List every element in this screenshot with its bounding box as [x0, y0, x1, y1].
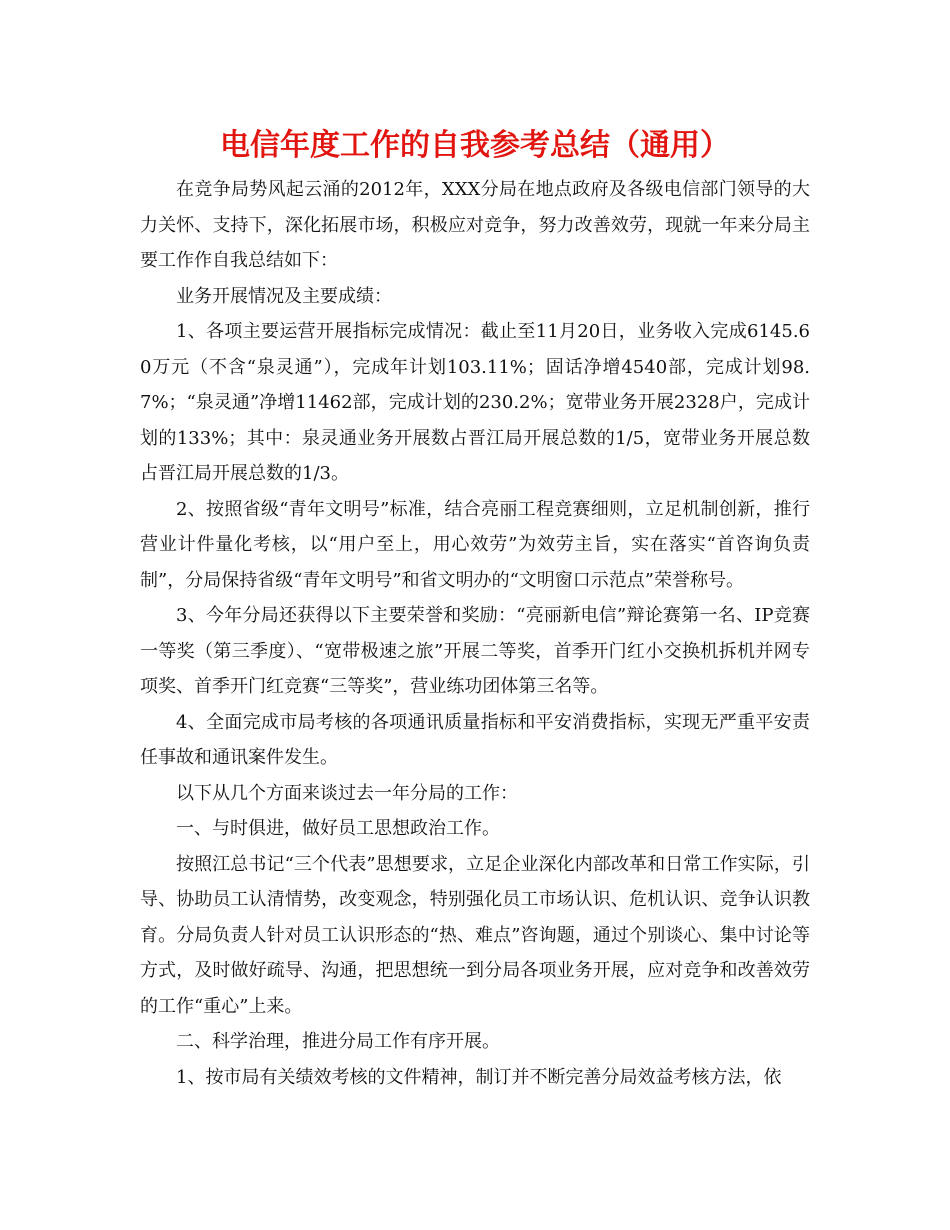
paragraph-item-3: 3、今年分局还获得以下主要荣誉和奖励：“亮丽新电信”辩论赛第一名、IP竞赛一等奖（第三季度）、“宽带极速之旅”开展二等奖，首季开门红小交换机拆机并网专项奖、首季开门红竞赛“三等奖”，营业练功团体第三名等。: [140, 605, 810, 697]
intro-paragraph: 在竞争局势风起云涌的2012年，XXX分局在地点政府及各级电信部门领导的大力关怀、支持下，深化拓展市场，积极应对竞争，努力改善效劳，现就一年来分局主要工作作自我总结如下：: [140, 179, 810, 271]
document-body: [140, 172, 810, 1095]
document-title: 电信年度工作的自我参考总结（通用）: [220, 128, 730, 163]
paragraph-item-2: 2、按照省级“青年文明号”标准，结合亮丽工程竞赛细则，立足机制创新，推行营业计件量化考核，以“用户至上，用心效劳”为效劳主旨，实在落实“首咨询负责制”，分局保持省级“青年文明号”和省文明办的“文明窗口示范点”荣誉称号。: [140, 498, 810, 591]
section-intro-work: 以下从几个方面来谈过去一年分局的工作：: [176, 782, 518, 804]
paragraph-item-1: 1、各项主要运营开展指标完成情况：截止至11月20日，业务收入完成6145.60万元（不含“泉灵通”），完成年计划103.11%；固话净增4540部，完成计划98.7%；“泉灵通”净增11462部，完成计划的230.2%；宽带业务开展2328户，完成计划的133%；其中：泉灵通业务开展数占晋江局开展总数的1/5，宽带业务开展总数占晋江局开展总数的1/3。: [140, 321, 810, 484]
paragraph-section-2-item-1: 1、按市局有关绩效考核的文件精神，制订并不断完善分局效益考核方法，依: [176, 1066, 782, 1088]
section-heading-1: 一、与时俱进，做好员工思想政治工作。: [176, 818, 500, 839]
section-heading-2: 二、科学治理，推进分局工作有序开展。: [176, 1031, 500, 1052]
section-heading-achievements: 业务开展情况及主要成绩：: [176, 285, 392, 307]
paragraph-item-4: 4、全面完成市局考核的各项通讯质量指标和平安消费指标，实现无严重平安责任事故和通讯案件发生。: [140, 711, 810, 768]
paragraph-section-1: 按照江总书记“三个代表”思想要求，立足企业深化内部改革和日常工作实际，引导、协助员工认清情势，改变观念，特别强化员工市场认识、危机认识、竞争认识教育。分局负责人针对员工认识形态的“热、难点”咨询题，通过个别谈心、集中讨论等方式，及时做好疏导、沟通，把思想统一到分局各项业务开展，应对竞争和改善效劳的工作“重心”上来。: [140, 853, 810, 1017]
